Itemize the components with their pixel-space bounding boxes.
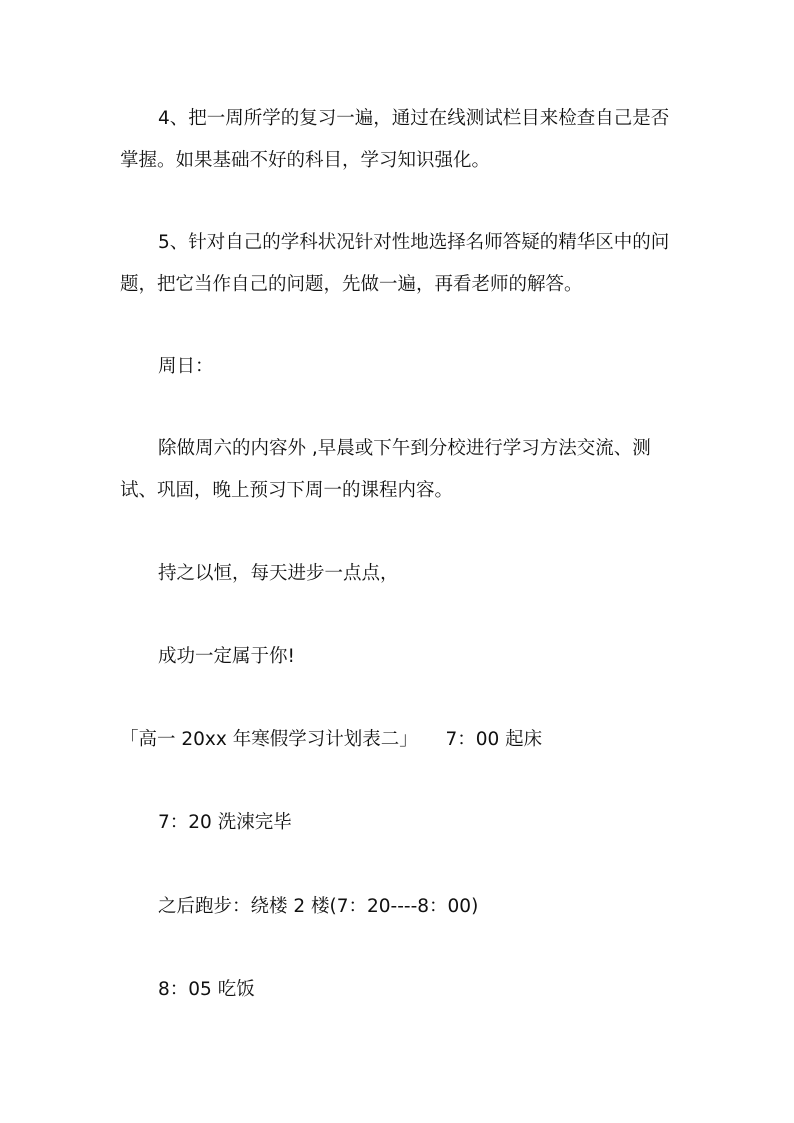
paragraph-weekly-review: 4、把一周所学的复习一遍，通过在线测试栏目来检查自己是否掌握。如果基础不好的科目，学习知识强化。 xyxy=(120,108,670,171)
paragraph-sunday-plan: 除做周六的内容外 ,早晨或下午到分校进行学习方法交流、测试、巩固，晚上预习下周一的课程内容。 xyxy=(120,438,651,501)
schedule-item-breakfast: 8：05 吃饭 xyxy=(158,979,255,1000)
schedule-item-wash: 7：20 洗涑完毕 xyxy=(158,812,292,833)
heading-sunday: 周日： xyxy=(158,356,214,377)
motto-line-1: 持之以恒，每天进步一点点， xyxy=(158,563,399,584)
motto-line-2: 成功一定属于你! xyxy=(158,646,295,667)
schedule-item-run: 之后跑步：绕楼 2 楼(7：20----8：00) xyxy=(158,896,479,917)
paragraph-qa-practice: 5、针对自己的学科状况针对性地选择名师答疑的精华区中的问题，把它当作自己的问题，先做一遍，再看老师的解答。 xyxy=(120,232,670,295)
schedule-title-line: 「高一 20xx 年寒假学习计划表二」 7：00 起床 xyxy=(120,729,543,750)
